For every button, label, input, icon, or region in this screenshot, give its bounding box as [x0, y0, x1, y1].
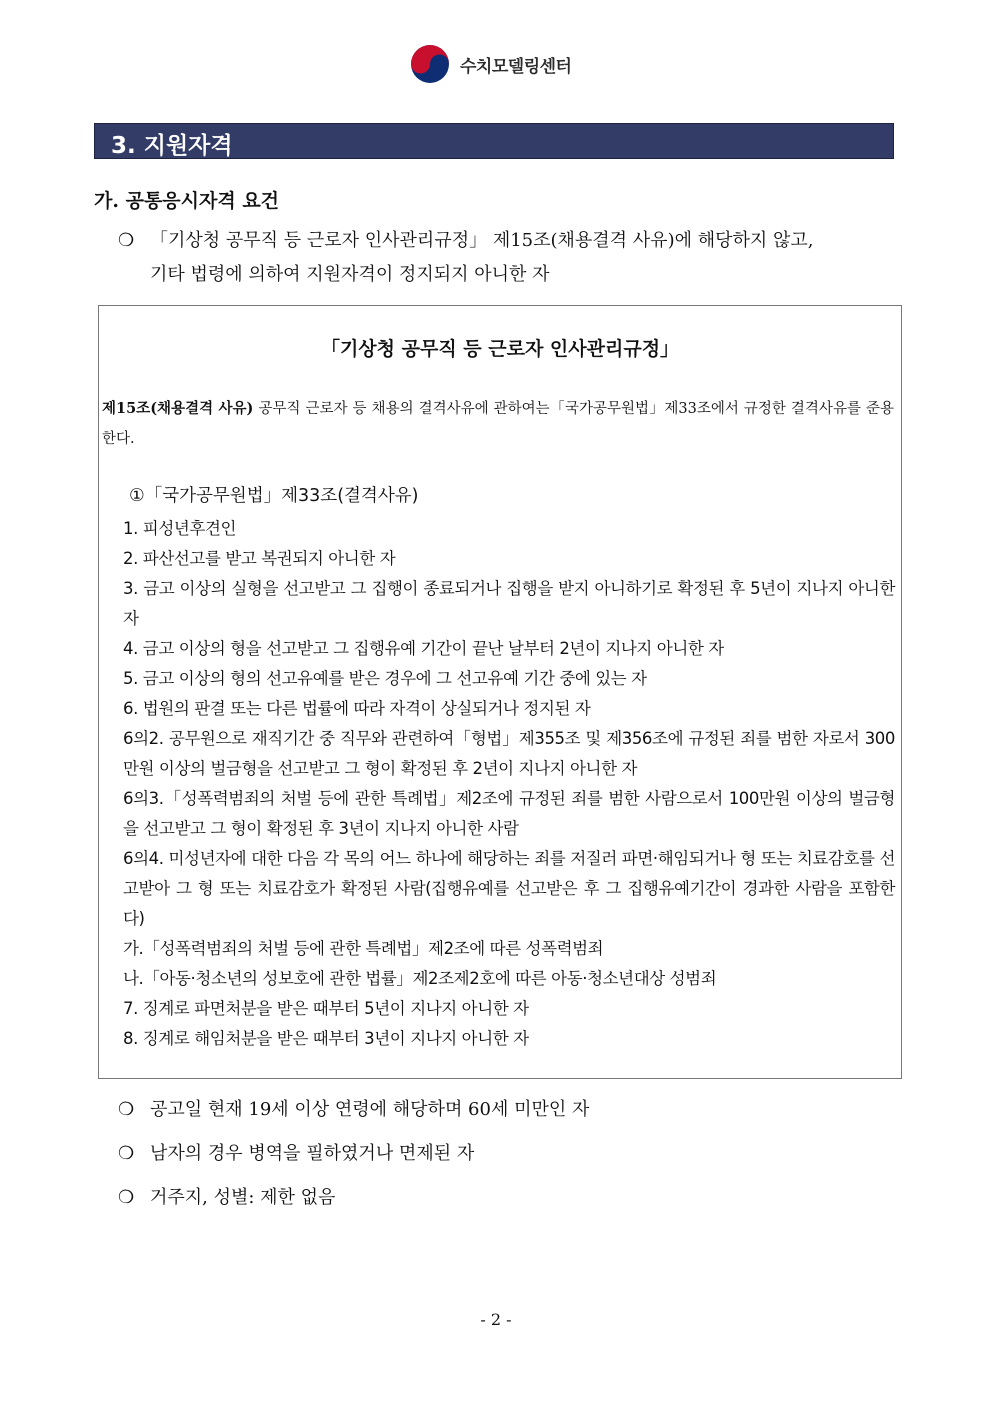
page-header	[0, 44, 992, 90]
list-item: 가.「성폭력범죄의 처벌 등에 관한 특례법」제2조에 따른 성폭력범죄	[123, 939, 604, 958]
list-item	[118, 1093, 589, 1137]
main-bullet-line1: 「기상청 공무직 등 근로자 인사관리규정」 제15조(채용결격 사유)에 해당하지 않고,	[150, 230, 814, 251]
regulation-box	[98, 305, 902, 1079]
disqualification-list	[123, 514, 895, 1054]
list-item	[118, 1181, 589, 1225]
list-item	[118, 1137, 589, 1181]
age-requirement: 공고일 현재 19세 이상 연령에 해당하며 60세 미만인 자	[150, 1099, 590, 1120]
list-item: 2. 파산선고를 받고 복권되지 아니한 자	[123, 549, 396, 568]
list-item: 나.「아동·청소년의 성보호에 관한 법률」제2조제2호에 따른 아동·청소년대상 성범죄	[123, 969, 717, 988]
regulation-title: 「기상청 공무직 등 근로자 인사관리규정」	[320, 338, 680, 360]
org-logo	[410, 44, 571, 84]
list-item: 6의4. 미성년자에 대한 다음 각 목의 어느 하나에 해당하는 죄를 저질러 파면·해임되거나 형 또는 치료감호를 선고받아 그 형 또는 치료감호가 확정된 사람(집행유예를 선고받은 후 그 집행유예기간이 경과한 사람을 포함한다)	[123, 849, 895, 928]
article-heading: 제15조(채용결격 사유)	[102, 400, 254, 417]
list-item: 6의3.「성폭력범죄의 처벌 등에 관한 특례법」제2조에 규정된 죄를 범한 사람으로서 100만원 이상의 벌금형을 선고받고 그 형이 확정된 후 3년이 지나지 아니한 사람	[123, 789, 895, 838]
list-item: 8. 징계로 해임처분을 받은 때부터 3년이 지나지 아니한 자	[123, 1029, 529, 1048]
section-title: 3. 지원자격	[111, 133, 233, 159]
circle-bullet-icon: ❍	[118, 1143, 135, 1164]
list-item: 6의2. 공무원으로 재직기간 중 직무와 관련하여「형법」제355조 및 제356조에 규정된 죄를 범한 자로서 300만원 이상의 벌금형을 선고받고 그 형이 확정된 후 2년이 지나지 아니한 자	[123, 729, 895, 778]
taegeuk-logo-icon	[410, 44, 450, 84]
circle-bullet-icon: ❍	[118, 1099, 135, 1120]
list-item: 4. 금고 이상의 형을 선고받고 그 집행유예 기간이 끝난 날부터 2년이 지나지 아니한 자	[123, 639, 724, 658]
list-item: 6. 법원의 판결 또는 다른 법률에 따라 자격이 상실되거나 정지된 자	[123, 699, 591, 718]
page-number: - 2 -	[480, 1310, 512, 1329]
article-15	[102, 394, 894, 454]
circle-bullet-icon: ❍	[118, 1187, 135, 1208]
list-item: 3. 금고 이상의 실형을 선고받고 그 집행이 종료되거나 집행을 받지 아니하기로 확정된 후 5년이 지나지 아니한 자	[123, 579, 895, 628]
section-title-bar	[94, 123, 894, 159]
list-item: 5. 금고 이상의 형의 선고유예를 받은 경우에 그 선고유예 기간 중에 있는 자	[123, 669, 647, 688]
military-requirement: 남자의 경우 병역을 필하였거나 면제된 자	[150, 1143, 475, 1164]
org-name: 수치모델링센터	[460, 56, 572, 77]
list-item: 1. 피성년후견인	[123, 519, 237, 538]
residence-gender-requirement: 거주지, 성별: 제한 없음	[150, 1187, 336, 1208]
list-item: 7. 징계로 파면처분을 받은 때부터 5년이 지나지 아니한 자	[123, 999, 529, 1018]
article-text: 공무직 근로자 등 채용의 결격사유에 관하여는「국가공무원법」제33조에서 규정한 결격사유를 준용한다.	[102, 401, 894, 447]
main-qualification-bullet	[118, 224, 898, 292]
law-title: ①「국가공무원법」제33조(결격사유)	[129, 486, 419, 506]
subsection-title: 가. 공통응시자격 요건	[94, 190, 280, 212]
main-bullet-line2: 기타 법령에 의하여 지원자격이 정지되지 아니한 자	[150, 264, 550, 285]
circle-bullet-icon: ❍	[118, 230, 135, 251]
additional-qualifications	[118, 1093, 589, 1225]
